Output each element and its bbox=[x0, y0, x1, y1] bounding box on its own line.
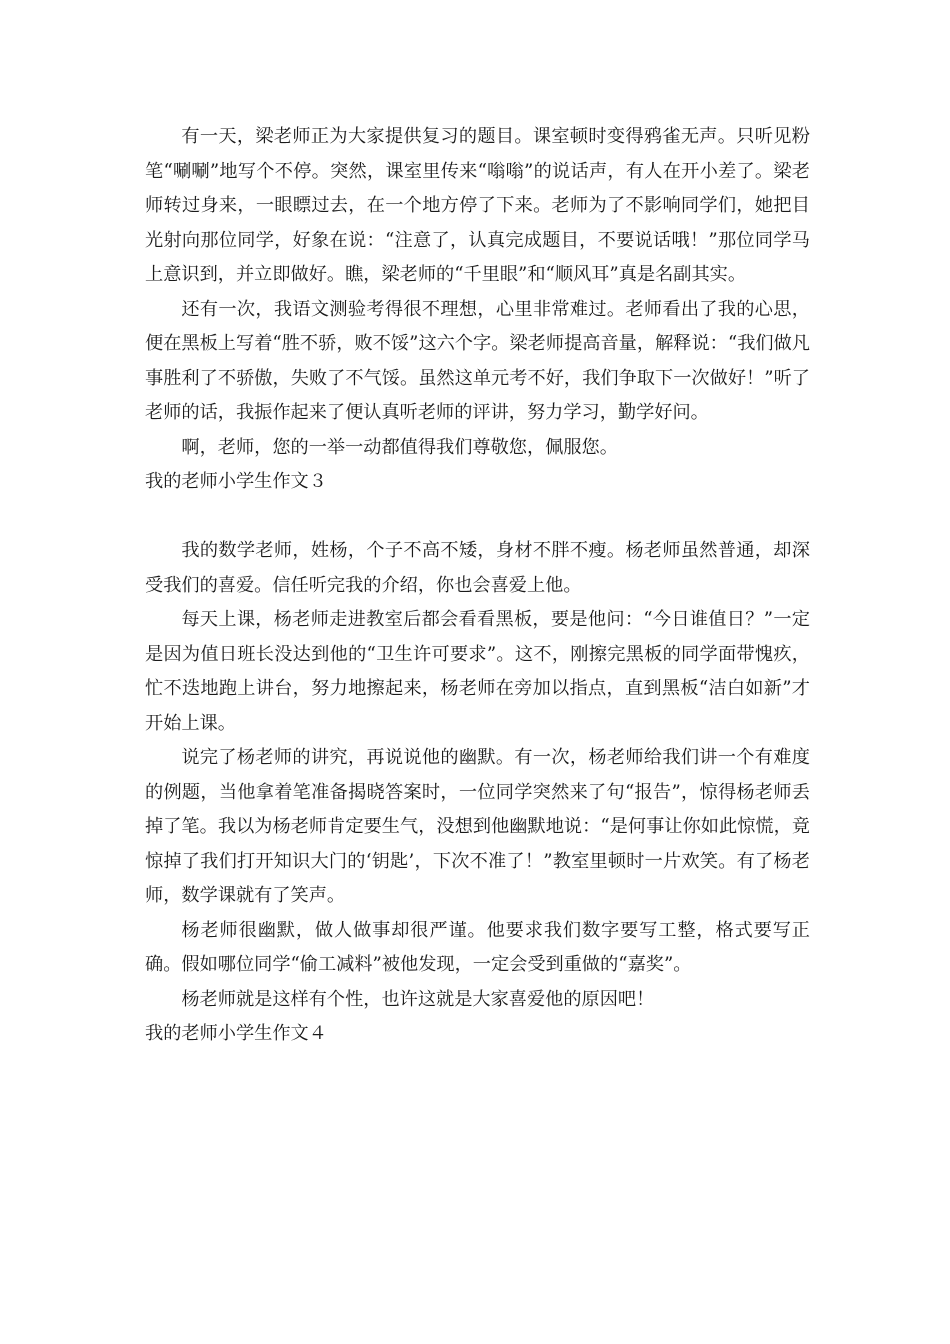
paragraph: 每天上课，杨老师走进教室后都会看看黑板，要是他问：“今日谁值日？”一定是因为值日班长没达到他的“卫生许可要求”。这不，刚擦完黑板的同学面带愧疚，忙不迭地跑上讲台，努力地擦起来，杨老师在旁加以指点，直到黑板“洁白如新”才开始上课。 bbox=[145, 609, 810, 734]
essay-heading-3: 我的老师小学生作文３ bbox=[145, 471, 327, 492]
document-body bbox=[145, 120, 810, 1052]
essay-heading-4: 我的老师小学生作文４ bbox=[145, 1023, 327, 1044]
paragraph: 杨老师很幽默，做人做事却很严谨。他要求我们数字要写工整，格式要写正确。假如哪位同学“偷工减料”被他发现，一定会受到重做的“嘉奖”。 bbox=[145, 919, 810, 975]
paragraph: 啊，老师，您的一举一动都值得我们尊敬您，佩服您。 bbox=[181, 436, 618, 458]
paragraph: 说完了杨老师的讲究，再说说他的幽默。有一次，杨老师给我们讲一个有难度的例题，当他拿着笔准备揭晓答案时，一位同学突然来了句“报告”，惊得杨老师丢掉了笔。我以为杨老师肯定要生气，没想到他幽默地说：“是何事让你如此惊慌，竟惊掉了我们打开知识大门的‘钥匙’，下次不准了！”教室里顿时一片欢笑。有了杨老师，数学课就有了笑声。 bbox=[145, 747, 810, 906]
paragraph: 我的数学老师，姓杨，个子不高不矮，身材不胖不瘦。杨老师虽然普通，却深受我们的喜爱。信任听完我的介绍，你也会喜爱上他。 bbox=[145, 540, 810, 596]
paragraph: 杨老师就是这样有个性，也许这就是大家喜爱他的原因吧！ bbox=[181, 988, 655, 1010]
paragraph: 有一天，梁老师正为大家提供复习的题目。课室顿时变得鸦雀无声。只听见粉笔“唰唰”地写个不停。突然，课室里传来“嗡嗡”的说话声，有人在开小差了。梁老师转过身来，一眼瞟过去，在一个地方停了下来。老师为了不影响同学们，她把目光射向那位同学，好象在说：“注意了，认真完成题目，不要说话哦！”那位同学马上意识到，并立即做好。瞧，梁老师的“千里眼”和“顺风耳”真是名副其实。 bbox=[145, 126, 810, 285]
spacer bbox=[145, 500, 810, 535]
paragraph: 还有一次，我语文测验考得很不理想，心里非常难过。老师看出了我的心思，便在黑板上写着“胜不骄，败不馁”这六个字。梁老师提高音量，解释说：“我们做凡事胜利了不骄傲，失败了不气馁。虽然这单元考不好，我们争取下一次做好！”听了老师的话，我振作起来了便认真听老师的评讲，努力学习，勤学好问。 bbox=[145, 298, 810, 423]
